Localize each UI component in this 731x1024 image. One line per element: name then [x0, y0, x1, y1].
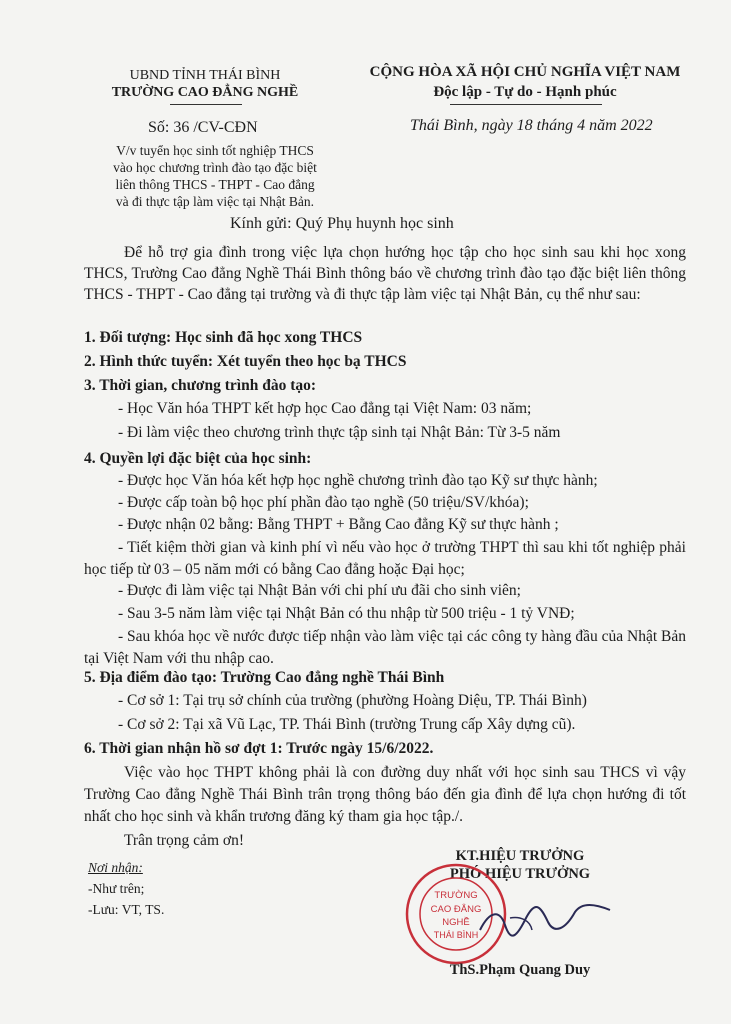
section-4: 4. Quyền lợi đặc biệt của học sinh: [84, 450, 312, 467]
section-4-item: - Được học Văn hóa kết hợp học nghề chương trình đào tạo Kỹ sư thực hành; [118, 472, 598, 489]
section-6: 6. Thời gian nhận hồ sơ đợt 1: Trước ngày 15/6/2022. [84, 740, 434, 757]
stamp-text: CAO ĐẲNG [430, 904, 482, 915]
section-4-item: - Được nhận 02 bằng: Bằng THPT + Bằng Cao đẳng Kỹ sư thực hành ; [118, 516, 559, 533]
section-5-item: - Cơ sở 1: Tại trụ sở chính của trường (phường Hoàng Diệu, TP. Thái Bình) [118, 692, 587, 709]
closing-paragraph: Việc vào học THPT không phải là con đường duy nhất với học sinh sau THCS vì vậy Trường Cao đẳng Nghề Thái Bình trân trọng thông báo đến gia đình để lựa chọn hướng đi tốt nhất cho học sinh và khẩn trương đăng ký tham gia học tập./. [84, 764, 686, 825]
motto-underline [450, 104, 602, 105]
signature-title-1: KT.HIỆU TRƯỞNG [455, 848, 585, 864]
section-4-item: - Sau 3-5 năm làm việc tại Nhật Bản có thu nhập từ 500 triệu - 1 tỷ VNĐ; [118, 605, 575, 622]
signer-name: ThS.Phạm Quang Duy [449, 962, 591, 978]
issuer-authority: UBND TỈNH THÁI BÌNH [129, 68, 281, 83]
subject-line-4: và đi thực tập làm việc tại Nhật Bản. [115, 194, 315, 209]
stamp-text: THÁI BÌNH [433, 930, 479, 940]
national-motto: Độc lập - Tự do - Hạnh phúc [433, 84, 617, 100]
national-title: CỘNG HÒA XÃ HỘI CHỦ NGHĨA VIỆT NAM [369, 64, 681, 80]
section-5: 5. Địa điểm đào tạo: Trường Cao đẳng nghề Thái Bình [84, 669, 445, 686]
recipient-item: -Như trên; [88, 881, 145, 896]
recipients-title: Nơi nhận: [88, 860, 143, 875]
section-2: 2. Hình thức tuyển: Xét tuyển theo học bạ THCS [84, 353, 407, 370]
section-4-item: - Được cấp toàn bộ học phí phần đào tạo nghề (50 triệu/SV/khóa); [118, 494, 529, 511]
issuer-underline [170, 104, 242, 105]
section-1: 1. Đối tượng: Học sinh đã học xong THCS [84, 329, 363, 346]
section-3-item: - Học Văn hóa THPT kết hợp học Cao đẳng tại Việt Nam: 03 năm; [118, 400, 532, 417]
section-5-item: - Cơ sở 2: Tại xã Vũ Lạc, TP. Thái Bình (trường Trung cấp Xây dựng cũ). [118, 716, 576, 733]
signature-title-2: PHÓ HIỆU TRƯỞNG [449, 866, 591, 882]
subject-line-2: vào học chương trình đào tạo đặc biệt [113, 160, 317, 175]
stamp-text: NGHỀ [442, 917, 470, 928]
document-number: Số: 36 /CV-CĐN [148, 119, 258, 136]
section-3: 3. Thời gian, chương trình đào tạo: [84, 377, 317, 394]
subject-line-1: V/v tuyển học sinh tốt nghiệp THCS [116, 143, 314, 158]
section-4-item: - Sau khóa học về nước được tiếp nhận vào làm việc tại các công ty hàng đầu của Nhật Bản tại Việt Nam với thu nhập cao. [84, 628, 686, 667]
section-4-item: - Tiết kiệm thời gian và kinh phí vì nếu vào học ở trường THPT thì sau khi tốt nghiệp phải học tiếp từ 03 – 05 năm mới có bằng Cao đẳng hoặc Đại học; [84, 539, 686, 578]
issuer-school: TRƯỜNG CAO ĐẲNG NGHỀ [111, 85, 299, 100]
stamp-text: TRƯỜNG [434, 890, 478, 901]
section-3-item: - Đi làm việc theo chương trình thực tập sinh tại Nhật Bản: Từ 3-5 năm [118, 424, 561, 441]
section-4-item: - Được đi làm việc tại Nhật Bản với chi phí ưu đãi cho sinh viên; [118, 582, 521, 599]
recipient-item: -Lưu: VT, TS. [88, 902, 165, 917]
intro-paragraph: Để hỗ trợ gia đình trong việc lựa chọn hướng học tập cho học sinh sau khi học xong THCS, Trường Cao đẳng Nghề Thái Bình thông báo về chương trình đào tạo đặc biệt liên thông THCS - THPT - Cao đẳng tại trường và đi thực tập làm việc tại Nhật Bản, cụ thể như sau: [84, 244, 686, 303]
handwritten-signature [470, 890, 630, 950]
thanks-line: Trân trọng cảm ơn! [124, 832, 244, 849]
subject-line-3: liên thông THCS - THPT - Cao đẳng [115, 177, 315, 192]
greeting: Kính gửi: Quý Phụ huynh học sinh [230, 215, 454, 232]
document-date: Thái Bình, ngày 18 tháng 4 năm 2022 [410, 117, 653, 134]
